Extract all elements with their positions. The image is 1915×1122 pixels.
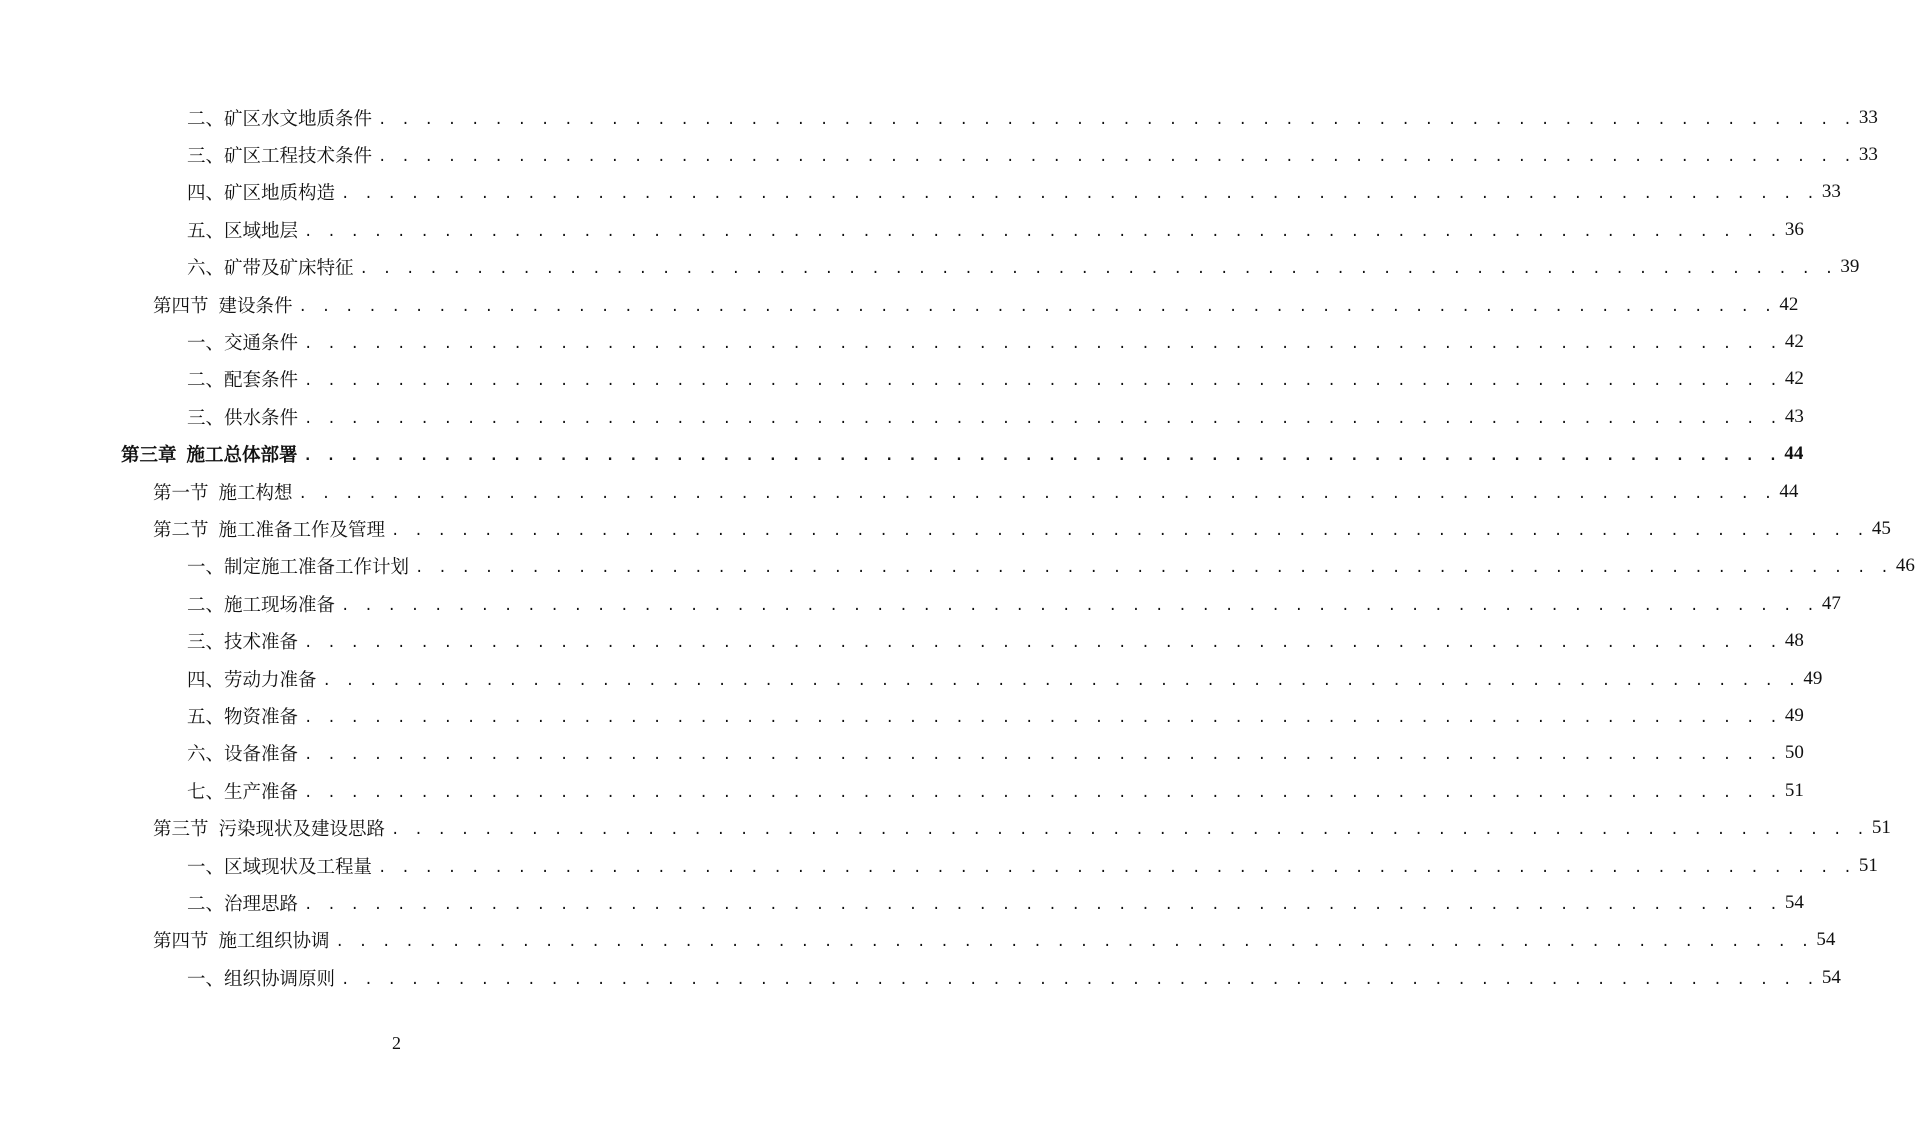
table-of-contents xyxy=(0,99,1915,996)
toc-entry-title xyxy=(153,292,293,318)
toc-entry-text: 施工准备工作及管理 xyxy=(218,519,386,541)
toc-entry-number: 三、 xyxy=(187,632,225,654)
toc-entry-title xyxy=(187,553,409,579)
toc-entry-text: 施工构想 xyxy=(218,482,293,504)
toc-entry-page: 46 xyxy=(1895,555,1915,577)
toc-entry-number: 一、 xyxy=(187,968,225,990)
toc-leader-dots: . . . . . . . . . . . . . . . . . . . . . . . . . . . . . . . . . . . . . . . . . . . . . . . . . . . . . . . . . . . . . . . . xyxy=(304,747,1781,764)
toc-entry-title xyxy=(187,404,298,430)
toc-leader-dots: . . . . . . . . . . . . . . . . . . . . . . . . . . . . . . . . . . . . . . . . . . . . . . . . . . . . . . . . . . . . . . . . xyxy=(322,672,1800,689)
toc-entry-text: 劳动力准备 xyxy=(224,669,317,691)
toc-entry-title xyxy=(187,740,298,766)
toc-leader-dots: . . . . . . . . . . . . . . . . . . . . . . . . . . . . . . . . . . . . . . . . . . . . . . . . . . . . . . . . . . . . . . . . xyxy=(304,784,1781,801)
toc-entry-title xyxy=(187,142,372,168)
toc-entry-title xyxy=(187,778,298,804)
toc-entry-text: 物资准备 xyxy=(224,706,299,728)
toc-entry[interactable] xyxy=(0,174,1841,211)
toc-entry[interactable] xyxy=(0,211,1804,248)
toc-entry[interactable] xyxy=(0,959,1841,996)
toc-entry-page: 44 xyxy=(1784,443,1804,465)
toc-leader-dots: . . . . . . . . . . . . . . . . . . . . . . . . . . . . . . . . . . . . . . . . . . . . . . . . . . . . . . . . . . . . . . . . xyxy=(335,934,1813,951)
toc-leader-dots: . . . . . . . . . . . . . . . . . . . . . . . . . . . . . . . . . . . . . . . . . . . . . . . . . . . . . . . . . . . . . . . . xyxy=(304,410,1781,427)
toc-entry[interactable] xyxy=(0,922,1836,959)
toc-entry-number: 五、 xyxy=(187,220,225,242)
toc-entry[interactable] xyxy=(0,847,1878,884)
toc-entry-text: 配套条件 xyxy=(224,370,299,392)
toc-leader-dots: . . . . . . . . . . . . . . . . . . . . . . . . . . . . . . . . . . . . . . . . . . . . . . . . . . . . . . . . . . . . . . . . xyxy=(391,822,1868,839)
toc-entry-text: 矿区地质构造 xyxy=(224,183,336,205)
toc-entry[interactable] xyxy=(0,99,1878,136)
toc-entry-page: 44 xyxy=(1779,480,1799,502)
toc-entry-title xyxy=(153,516,385,542)
toc-entry-title xyxy=(187,105,372,131)
toc-entry[interactable] xyxy=(0,136,1878,173)
toc-leader-dots: . . . . . . . . . . . . . . . . . . . . . . . . . . . . . . . . . . . . . . . . . . . . . . . . . . . . . . . . . . . . . . . . xyxy=(378,859,1855,876)
toc-entry-number: 二、 xyxy=(187,370,225,392)
toc-entry-page: 49 xyxy=(1803,667,1823,689)
toc-entry-page: 51 xyxy=(1858,854,1878,876)
toc-entry-title xyxy=(153,479,293,505)
toc-entry-title xyxy=(187,853,372,879)
toc-entry-page: 49 xyxy=(1784,704,1804,726)
toc-entry-title xyxy=(187,217,298,243)
toc-entry-number: 三、 xyxy=(187,407,225,429)
toc-entry-number: 四、 xyxy=(187,183,225,205)
toc-leader-dots: . . . . . . . . . . . . . . . . . . . . . . . . . . . . . . . . . . . . . . . . . . . . . . . . . . . . . . . . . . . . . . . . xyxy=(304,635,1781,652)
toc-leader-dots: . . . . . . . . . . . . . . . . . . . . . . . . . . . . . . . . . . . . . . . . . . . . . . . . . . . . . . . . . . . . . . . . xyxy=(415,560,1892,577)
toc-entry-number: 五、 xyxy=(187,706,225,728)
toc-entry-title xyxy=(187,965,335,991)
toc-entry[interactable] xyxy=(0,660,1823,697)
toc-entry-text: 交通条件 xyxy=(224,333,299,355)
toc-entry-text: 矿区工程技术条件 xyxy=(224,146,373,168)
toc-leader-dots: . . . . . . . . . . . . . . . . . . . . . . . . . . . . . . . . . . . . . . . . . . . . . . . . . . . . . . . . . . . . . . . . xyxy=(304,896,1781,913)
toc-entry-title xyxy=(153,815,385,841)
toc-leader-dots: . . . . . . . . . . . . . . . . . . . . . . . . . . . . . . . . . . . . . . . . . . . . . . . . . . . . . . . . . . . . . . . . xyxy=(341,186,1818,203)
toc-entry-number: 第三章 xyxy=(121,445,177,467)
toc-entry[interactable] xyxy=(0,473,1799,510)
toc-entry-title xyxy=(187,703,298,729)
toc-entry-title xyxy=(187,179,335,205)
toc-entry-page: 33 xyxy=(1858,144,1878,166)
toc-entry-page: 54 xyxy=(1816,929,1836,951)
toc-entry[interactable] xyxy=(0,398,1804,435)
toc-entry-title xyxy=(187,366,298,392)
toc-entry-number: 三、 xyxy=(187,146,225,168)
toc-entry-page: 42 xyxy=(1784,331,1804,353)
toc-entry-title xyxy=(187,628,298,654)
toc-entry-text: 制定施工准备工作计划 xyxy=(224,557,410,579)
toc-entry[interactable] xyxy=(0,622,1804,659)
toc-entry-number: 第一节 xyxy=(153,482,209,504)
toc-leader-dots: . . . . . . . . . . . . . . . . . . . . . . . . . . . . . . . . . . . . . . . . . . . . . . . . . . . . . . . . . . . . . . . . xyxy=(304,373,1781,390)
toc-entry-number: 第二节 xyxy=(153,519,209,541)
toc-entry-number: 一、 xyxy=(187,856,225,878)
toc-entry-text: 区域地层 xyxy=(224,220,299,242)
toc-entry-text: 施工组织协调 xyxy=(218,931,330,953)
toc-entry[interactable] xyxy=(0,884,1804,921)
toc-entry-number: 六、 xyxy=(187,744,225,766)
toc-entry[interactable] xyxy=(0,361,1804,398)
toc-entry-title xyxy=(187,254,354,280)
toc-entry-page: 54 xyxy=(1821,966,1841,988)
toc-leader-dots: . . . . . . . . . . . . . . . . . . . . . . . . . . . . . . . . . . . . . . . . . . . . . . . . . . . . . . . . . . . . . . . . xyxy=(303,448,1781,465)
toc-entry-number: 第四节 xyxy=(153,931,209,953)
toc-entry-title xyxy=(187,591,335,617)
toc-entry-page: 39 xyxy=(1840,256,1860,278)
toc-entry-page: 50 xyxy=(1784,742,1804,764)
toc-entry-title xyxy=(121,441,298,467)
toc-entry-text: 供水条件 xyxy=(224,407,299,429)
toc-leader-dots: . . . . . . . . . . . . . . . . . . . . . . . . . . . . . . . . . . . . . . . . . . . . . . . . . . . . . . . . . . . . . . . . xyxy=(298,298,1776,315)
toc-leader-dots: . . . . . . . . . . . . . . . . . . . . . . . . . . . . . . . . . . . . . . . . . . . . . . . . . . . . . . . . . . . . . . . . xyxy=(341,597,1818,614)
toc-entry-text: 生产准备 xyxy=(224,781,299,803)
toc-entry-page: 33 xyxy=(1821,181,1841,203)
toc-entry-page: 42 xyxy=(1779,293,1799,315)
toc-entry-number: 第四节 xyxy=(153,295,209,317)
toc-entry-title xyxy=(187,666,317,692)
toc-entry-text: 区域现状及工程量 xyxy=(224,856,373,878)
toc-entry[interactable] xyxy=(0,323,1804,360)
toc-entry-page: 36 xyxy=(1784,218,1804,240)
toc-entry-number: 六、 xyxy=(187,258,225,280)
toc-entry[interactable] xyxy=(0,772,1804,809)
toc-leader-dots: . . . . . . . . . . . . . . . . . . . . . . . . . . . . . . . . . . . . . . . . . . . . . . . . . . . . . . . . . . . . . . . . xyxy=(391,522,1868,539)
toc-entry-page: 42 xyxy=(1784,368,1804,390)
toc-entry-number: 第三节 xyxy=(153,819,209,841)
toc-entry-text: 施工现场准备 xyxy=(224,594,336,616)
toc-entry-text: 建设条件 xyxy=(218,295,293,317)
toc-entry-page: 48 xyxy=(1784,630,1804,652)
toc-entry-title xyxy=(153,927,330,953)
toc-entry[interactable] xyxy=(0,436,1804,473)
toc-leader-dots: . . . . . . . . . . . . . . . . . . . . . . . . . . . . . . . . . . . . . . . . . . . . . . . . . . . . . . . . . . . . . . . . xyxy=(304,336,1781,353)
toc-leader-dots: . . . . . . . . . . . . . . . . . . . . . . . . . . . . . . . . . . . . . . . . . . . . . . . . . . . . . . . . . . . . . . . . xyxy=(304,223,1781,240)
toc-entry[interactable] xyxy=(0,809,1891,846)
toc-entry-page: 54 xyxy=(1784,891,1804,913)
toc-entry-text: 设备准备 xyxy=(224,744,299,766)
toc-entry-page: 47 xyxy=(1821,592,1841,614)
toc-entry-text: 污染现状及建设思路 xyxy=(218,819,386,841)
toc-entry-page: 51 xyxy=(1871,817,1891,839)
toc-entry[interactable] xyxy=(0,548,1915,585)
toc-entry-page: 43 xyxy=(1784,405,1804,427)
toc-entry-text: 矿带及矿床特征 xyxy=(224,258,354,280)
toc-entry-number: 一、 xyxy=(187,333,225,355)
toc-entry-text: 矿区水文地质条件 xyxy=(224,108,373,130)
toc-entry-text: 技术准备 xyxy=(224,632,299,654)
toc-entry[interactable] xyxy=(0,735,1804,772)
toc-leader-dots: . . . . . . . . . . . . . . . . . . . . . . . . . . . . . . . . . . . . . . . . . . . . . . . . . . . . . . . . . . . . . . . . xyxy=(359,261,1837,278)
toc-entry-page: 51 xyxy=(1784,779,1804,801)
toc-entry[interactable] xyxy=(0,249,1860,286)
toc-entry-number: 二、 xyxy=(187,594,225,616)
toc-entry-number: 七、 xyxy=(187,781,225,803)
toc-entry[interactable] xyxy=(0,286,1799,323)
toc-entry-page: 33 xyxy=(1858,106,1878,128)
toc-entry-number: 二、 xyxy=(187,893,225,915)
page-number: 2 xyxy=(392,1033,401,1053)
toc-entry-text: 治理思路 xyxy=(224,893,299,915)
toc-entry[interactable] xyxy=(0,697,1804,734)
toc-entry-number: 一、 xyxy=(187,557,225,579)
toc-leader-dots: . . . . . . . . . . . . . . . . . . . . . . . . . . . . . . . . . . . . . . . . . . . . . . . . . . . . . . . . . . . . . . . . xyxy=(341,971,1818,988)
toc-entry-text: 施工总体部署 xyxy=(186,445,298,467)
toc-entry-title xyxy=(187,890,298,916)
toc-entry-title xyxy=(187,329,298,355)
toc-entry[interactable] xyxy=(0,585,1841,622)
toc-leader-dots: . . . . . . . . . . . . . . . . . . . . . . . . . . . . . . . . . . . . . . . . . . . . . . . . . . . . . . . . . . . . . . . . xyxy=(298,485,1776,502)
toc-leader-dots: . . . . . . . . . . . . . . . . . . . . . . . . . . . . . . . . . . . . . . . . . . . . . . . . . . . . . . . . . . . . . . . . xyxy=(304,709,1781,726)
toc-entry-text: 组织协调原则 xyxy=(224,968,336,990)
toc-entry-number: 二、 xyxy=(187,108,225,130)
toc-leader-dots: . . . . . . . . . . . . . . . . . . . . . . . . . . . . . . . . . . . . . . . . . . . . . . . . . . . . . . . . . . . . . . . . xyxy=(378,111,1855,128)
toc-leader-dots: . . . . . . . . . . . . . . . . . . . . . . . . . . . . . . . . . . . . . . . . . . . . . . . . . . . . . . . . . . . . . . . . xyxy=(378,149,1855,166)
toc-entry[interactable] xyxy=(0,510,1891,547)
toc-entry-page: 45 xyxy=(1871,517,1891,539)
toc-entry-number: 四、 xyxy=(187,669,225,691)
